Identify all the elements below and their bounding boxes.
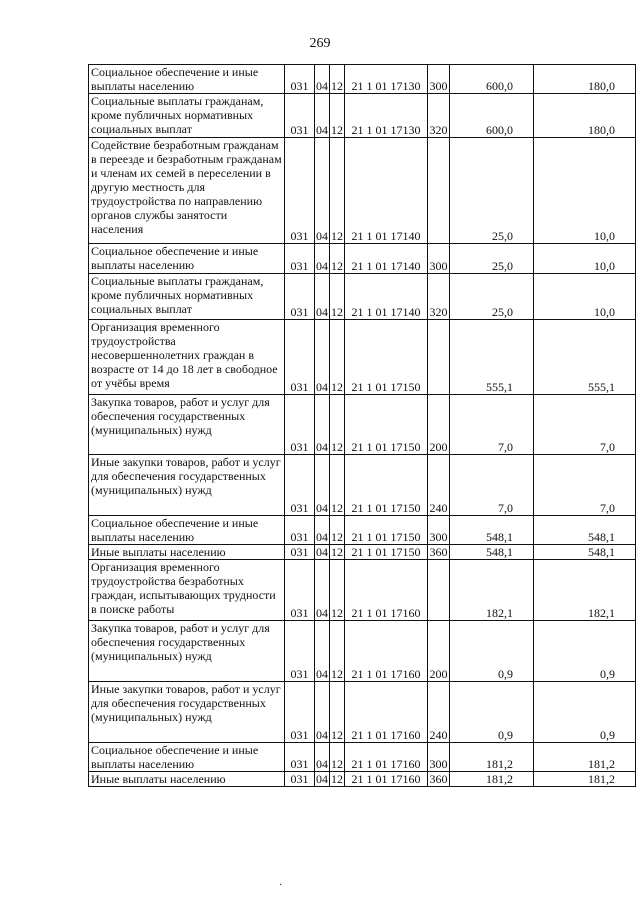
target-article-code: 21 1 01 17160 [345,560,428,621]
section-code: 04 [316,545,328,559]
amount-2: 10,0 [534,244,636,274]
subsection-code: 12 [330,320,345,395]
subsection-code: 12 [331,545,343,559]
amount-1: 25,0 [450,274,534,320]
amount-2: 182,1 [534,560,636,621]
amount-2: 181,2 [534,743,636,772]
amount-1: 555,1 [450,320,534,395]
amount-2: 0,9 [534,621,636,682]
row-name: Социальное обеспечение и иные выплаты населению [89,516,285,545]
table-row [89,772,636,787]
section-code: 04 [315,455,330,516]
section-code: 04 [315,320,330,395]
ministry-code: 031 [285,274,315,320]
amount-2: 7,0 [534,455,636,516]
table-row [89,516,636,545]
table-row [89,395,636,455]
target-article-code: 21 1 01 17140 [345,138,428,244]
table-row [89,560,636,621]
subsection-code: 12 [330,65,345,94]
amount-2: 548,1 [534,545,636,560]
amount-1: 600,0 [450,94,534,138]
section-code: 04 [315,65,330,94]
expense-type-code: 200 [428,621,450,682]
section-code: 04 [315,138,330,244]
amount-1: 25,0 [450,138,534,244]
amount-1: 548,1 [450,545,534,560]
ministry-code: 031 [285,94,315,138]
ministry-code: 031 [285,516,315,545]
expense-type-code: 300 [428,244,450,274]
section-code: 04 [315,395,330,455]
amount-2: 548,1 [534,516,636,545]
row-name: Социальное обеспечение и иные выплаты населению [89,65,285,94]
subsection-code: 12 [330,395,345,455]
target-article-code: 21 1 01 17150 [345,455,428,516]
expense-type-code: 200 [428,395,450,455]
budget-table [88,64,636,787]
table-row [89,65,636,94]
row-name: Организация временного трудоустройства безработных граждан, испытывающих трудности в поиске работы [89,560,285,621]
row-name: Социальные выплаты гражданам, кроме публичных нормативных социальных выплат [89,274,285,320]
amount-1: 7,0 [450,455,534,516]
amount-2: 180,0 [534,65,636,94]
subsection-code: 12 [330,621,345,682]
section-code: 04 [315,743,330,772]
target-article-code: 21 1 01 17160 [345,772,428,787]
ministry-code: 031 [285,682,315,743]
subsection-code: 12 [330,138,345,244]
row-name: Социальное обеспечение и иные выплаты населению [89,244,285,274]
ministry-code: 031 [285,320,315,395]
target-article-code: 21 1 01 17160 [345,743,428,772]
row-name: Иные выплаты населению [89,545,285,560]
expense-type-code: 300 [428,743,450,772]
amount-1: 0,9 [450,682,534,743]
ministry-code: 031 [285,65,315,94]
page-number: 269 [309,36,331,51]
section-code: 04 [315,94,330,138]
table-row [89,244,636,274]
target-article-code: 21 1 01 17140 [345,274,428,320]
amount-1: 182,1 [450,560,534,621]
target-article-code: 21 1 01 17150 [345,516,428,545]
table-row [89,545,636,560]
table-row [89,138,636,244]
ministry-code: 031 [285,138,315,244]
table-row [89,320,636,395]
scan-mark: · [279,880,283,891]
amount-2: 555,1 [534,320,636,395]
ministry-code: 031 [285,244,315,274]
expense-type-code: 360 [429,545,448,559]
section-code: 04 [315,621,330,682]
target-article-code: 21 1 01 17140 [345,244,428,274]
amount-1: 600,0 [450,65,534,94]
row-name: Иные закупки товаров, работ и услуг для обеспечения государственных (муниципальных) нужд [89,455,285,516]
table-row [89,743,636,772]
amount-2: 181,2 [534,772,636,787]
amount-1: 181,2 [450,743,534,772]
expense-type-code: 240 [428,455,450,516]
target-article-code: 21 1 01 17160 [345,621,428,682]
section-code: 04 [315,274,330,320]
row-name: Содействие безработным гражданам в переезде и безработным гражданам и членам их семей в переселении в другую местность для трудоустройства по направлению органов службы занятости населения [89,138,285,244]
subsection-code: 12 [330,516,345,545]
ministry-code: 031 [285,772,315,787]
section-code: 04 [315,516,330,545]
expense-type-code: 300 [428,65,450,94]
expense-type-code: 320 [428,274,450,320]
ministry-code: 031 [285,743,315,772]
subsection-code: 12 [330,682,345,743]
row-name: Социальное обеспечение и иные выплаты населению [89,743,285,772]
amount-2: 7,0 [534,395,636,455]
amount-2: 180,0 [534,94,636,138]
target-article-code: 21 1 01 17160 [345,682,428,743]
expense-type-code [428,320,450,395]
subsection-code: 12 [330,455,345,516]
amount-1: 7,0 [450,395,534,455]
section-code: 04 [315,682,330,743]
expense-type-code [428,560,450,621]
amount-2: 10,0 [534,274,636,320]
expense-type-code: 240 [428,682,450,743]
ministry-code: 031 [285,560,315,621]
subsection-code: 12 [330,560,345,621]
expense-type-code: 300 [428,516,450,545]
subsection-code: 12 [331,772,343,786]
row-name: Социальные выплаты гражданам, кроме публичных нормативных социальных выплат [89,94,285,138]
ministry-code: 031 [285,621,315,682]
ministry-code: 031 [285,395,315,455]
subsection-code: 12 [330,274,345,320]
row-name: Организация временного трудоустройства несовершеннолетних граждан в возрасте от 14 до 18 лет в свободное от учёбы время [89,320,285,395]
table-row [89,274,636,320]
target-article-code: 21 1 01 17130 [345,65,428,94]
row-name: Закупка товаров, работ и услуг для обеспечения государственных (муниципальных) нужд [89,621,285,682]
subsection-code: 12 [330,743,345,772]
amount-2: 0,9 [534,682,636,743]
target-article-code: 21 1 01 17150 [345,545,428,560]
target-article-code: 21 1 01 17130 [345,94,428,138]
row-name: Иные выплаты населению [89,772,285,787]
amount-1: 548,1 [450,516,534,545]
section-code: 04 [315,244,330,274]
section-code: 04 [316,772,328,786]
row-name: Иные закупки товаров, работ и услуг для обеспечения государственных (муниципальных) нужд [89,682,285,743]
ministry-code: 031 [285,455,315,516]
subsection-code: 12 [330,244,345,274]
row-name: Закупка товаров, работ и услуг для обеспечения государственных (муниципальных) нужд [89,395,285,455]
amount-2: 10,0 [534,138,636,244]
ministry-code: 031 [285,545,315,560]
amount-1: 25,0 [450,244,534,274]
expense-type-code: 320 [428,94,450,138]
table-row [89,682,636,743]
table-row [89,621,636,682]
target-article-code: 21 1 01 17150 [345,395,428,455]
subsection-code: 12 [330,94,345,138]
table-row [89,94,636,138]
amount-1: 181,2 [450,772,534,787]
section-code: 04 [315,560,330,621]
amount-1: 0,9 [450,621,534,682]
target-article-code: 21 1 01 17150 [345,320,428,395]
expense-type-code: 360 [429,772,448,786]
table-row [89,455,636,516]
expense-type-code [428,138,450,244]
